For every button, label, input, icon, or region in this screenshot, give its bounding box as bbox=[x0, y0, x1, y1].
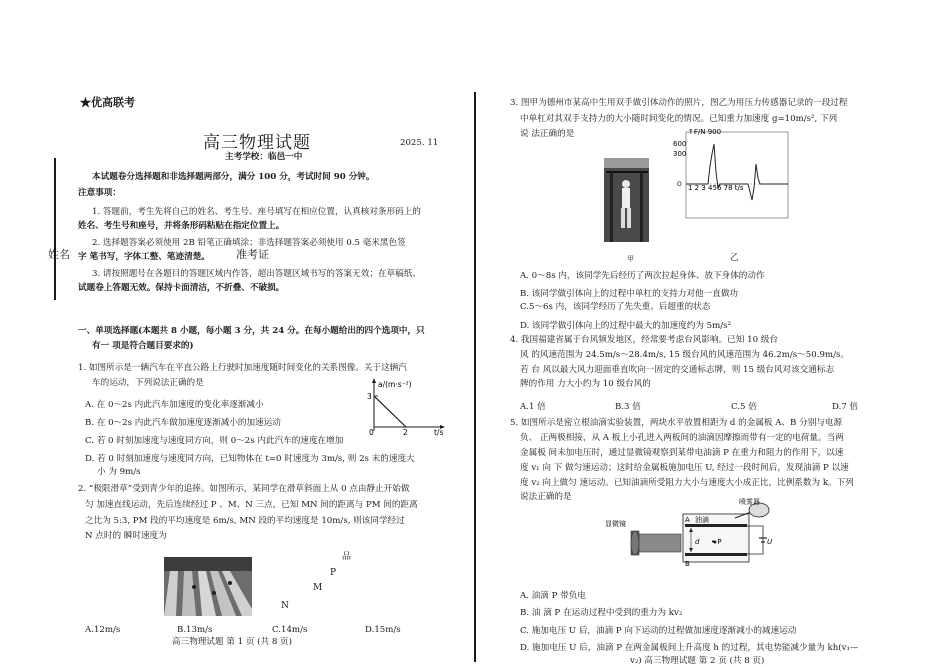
page-title: 高三物理试题 bbox=[203, 133, 311, 153]
q2-label-o: 品 bbox=[342, 552, 352, 562]
footer-page1: 高三物理试题 第 1 页 (共 8 页) bbox=[172, 637, 292, 647]
q3-graph-origin: O bbox=[677, 181, 682, 188]
q4-stem-line2: 风 的风速范围为 24.5m/s～28.4m/s, 15 级台风的风速范围为 46.2m/s～50.9m/s。 bbox=[520, 350, 849, 360]
q4-stem-line1: 4. 我国福建省属于台风频发地区，经常要考虑台风影响。已知 10 级台 bbox=[510, 335, 778, 345]
q5-option-d-line2: v₂) 高三物理试题 第 2 页 (共 8 页) bbox=[630, 656, 765, 666]
left-margin-bar bbox=[54, 158, 56, 300]
q5-fig-oil: 油滴 bbox=[695, 516, 709, 524]
q3-graph-xticks: 1 2 3 456 78 t/s bbox=[688, 184, 744, 192]
q3-label-yi: 乙 bbox=[730, 253, 739, 263]
q5-stem-line5: 度 v₂ 向上做匀 速运动。已知油滴所受阻力大小与速度大小成正比，比例系数为 k。下列 bbox=[520, 478, 854, 488]
q1-stem-line1: 1. 如图所示是一辆汽车在平直公路上行驶时加速度随时间变化的关系图像。关于这辆汽 bbox=[78, 363, 407, 373]
q5-option-c: C. 施加电压 U 后，油滴 P 向下运动的过程做加速度逐渐减小的减速运动 bbox=[520, 626, 797, 636]
q1-stem-line2: 车的运动，下列说法正确的是 bbox=[92, 378, 204, 388]
q1-acceleration-graph bbox=[362, 376, 448, 436]
q5-option-d-line1: D. 施加电压 U 后，油滴 P 在两金属板间上升高度 h 的过程，其电势能减少量为 kh(v₁— bbox=[520, 643, 859, 653]
q3-option-b: B. 该同学做引体向上的过程中单杠的支持力对他一直做功 bbox=[520, 289, 739, 299]
instruction-3-line1: 3. 请按照题号在各题目的答题区域内作答，超出答题区域书写的答案无效；在草稿纸、 bbox=[92, 269, 421, 279]
q4-option-b: B.3 倍 bbox=[615, 402, 641, 412]
instruction-1-line2: 姓名、考生号和座号，并将条形码粘贴在指定位置上。 bbox=[78, 221, 285, 231]
q1-graph-origin: 0 bbox=[369, 428, 374, 436]
q2-stem-line3: 之比为 5:3, PM 段的平均速度是 6m/s, MN 段的平均速度是 10m/s, 则该同学经过 bbox=[85, 516, 405, 526]
q1-graph-ylabel: a/(m·s⁻²) bbox=[378, 380, 412, 389]
q1-graph-y-tick: 3 bbox=[367, 392, 372, 401]
q2-option-d: D.15m/s bbox=[365, 625, 401, 635]
q5-stem-line1: 5. 如图所示是密立根油滴实验装置，两块水平放置相距为 d 的金属板 A、B 分别与电源 bbox=[510, 418, 843, 428]
q5-fig-sprayer: 喷雾器 bbox=[739, 498, 760, 506]
q5-option-b: B. 油 滴 P 在运动过程中受到的重力为 kv₂ bbox=[520, 608, 683, 618]
q3-graph-tick-600: 600 bbox=[673, 140, 687, 148]
q3-pullup-photo bbox=[604, 158, 649, 242]
q3-graph-ylabel: ↑F/N 900 bbox=[688, 128, 722, 136]
q5-stem-line3: 金属板 间未加电压时，通过显微镜观察到某带电油滴 P 在重力和阻力的作用下，以速 bbox=[520, 448, 844, 458]
q5-millikan-apparatus bbox=[605, 498, 780, 578]
q2-option-c: C.14m/s bbox=[272, 625, 308, 635]
q5-fig-microscope: 显微镜 bbox=[605, 520, 626, 528]
q5-option-a: A. 油滴 P 带负电 bbox=[520, 591, 586, 601]
instruction-2-line1: 2. 选择题答案必须使用 2B 铅笔正确填涂；非选择题答案必须使用 0.5 毫米黑色签 bbox=[92, 238, 406, 248]
instructions-heading: 注意事项： bbox=[78, 188, 121, 198]
q3-option-c: C.5～6s 内，该同学经历了先失重、后超重的状态 bbox=[520, 302, 711, 312]
q2-label-m: M bbox=[313, 583, 323, 593]
q4-option-c: C.5 倍 bbox=[731, 402, 757, 412]
q1-option-d-line2: 小 为 9m/s bbox=[97, 467, 141, 477]
q2-option-a: A.12m/s bbox=[85, 625, 121, 635]
q5-fig-d: d bbox=[695, 538, 700, 546]
q1-graph-xlabel: t/s bbox=[434, 428, 444, 436]
q2-stem-line2: 匀 加速直线运动，先后连续经过 P 、M、N 三点，已知 MN 间的距离与 PM 间的距离 bbox=[85, 500, 418, 510]
q5-fig-u: U bbox=[767, 538, 773, 546]
q5-stem-line6: 说法正确的是 bbox=[520, 492, 572, 502]
q4-option-d: D.7 倍 bbox=[832, 402, 859, 412]
exam-date: 2025. 11 bbox=[400, 138, 439, 148]
q5-stem-line2: 负、 正两极相接，从 A 板上小孔进入两板间的油滴因摩擦而带有一定的电荷量。当两 bbox=[520, 433, 844, 443]
q5-fig-plate-a: A bbox=[685, 516, 690, 524]
q2-stem-line1: 2. “极限滑草”受到青少年的追捧。如图所示，某同学在滑草斜面上从 0 点由静止开始做 bbox=[78, 484, 410, 494]
q2-stem-line4: N 点时的 瞬时速度为 bbox=[85, 531, 167, 541]
q3-force-graph bbox=[672, 126, 792, 226]
q1-option-d-line1: D. 若 0 时刻加速度与速度同方向，已知物体在 t=0 时速度为 3m/s, 则 2s 末的速度大 bbox=[85, 454, 415, 464]
q3-option-a: A. 0～8s 内，该同学先后经历了两次拉起身体、放下身体的动作 bbox=[520, 271, 765, 281]
q2-label-p: P bbox=[330, 568, 337, 578]
instruction-2-line2: 字 笔书写，字体工整、笔迹清楚。 bbox=[78, 252, 210, 262]
q3-stem-line1: 3. 图甲为德州市某高中生用双手做引体动作的照片，图乙为用压力传感器记录的一段过程 bbox=[510, 98, 848, 108]
instructions-intro: 本试题卷分选择题和非选择题两部分，满分 100 分，考试时间 90 分钟。 bbox=[92, 172, 375, 182]
side-id-label: 准考证 bbox=[236, 248, 269, 261]
column-divider bbox=[474, 92, 476, 662]
q3-stem-line2: 中单杠对其双手支持力的大小随时间变化的情况。已知重力加速度 g=10m/s², 下列 bbox=[520, 114, 838, 124]
q3-option-d: D. 该同学做引体向上的过程中最大的加速度约为 5m/s² bbox=[520, 321, 732, 331]
q5-fig-p: • P bbox=[711, 538, 722, 546]
section1-line1: 一、单项选择题(本题共 8 小题，每小题 3 分，共 24 分。在每小题给出的四个选项中，只 bbox=[78, 326, 425, 336]
q2-slope-photo bbox=[164, 557, 252, 616]
q4-stem-line4: 牌的作用 力大小约为 10 级台风的 bbox=[520, 379, 651, 389]
q1-option-c: C. 若 0 时刻加速度与速度同方向，则 0～2s 内此汽车的速度在增加 bbox=[85, 436, 344, 446]
instruction-3-line2: 试题卷上答题无效。保持卡面清洁，不折叠、不破损。 bbox=[78, 283, 285, 293]
q5-fig-plate-b: B bbox=[685, 560, 690, 568]
q3-graph-tick-300: 300 bbox=[673, 150, 687, 158]
q5-stem-line4: 度 v₁ 向 下 做匀速运动；这时给金属板施加电压 U, 经过一段时间后，发现油滴 P 以速 bbox=[520, 463, 849, 473]
q1-option-a: A. 在 0～2s 内此汽车加速度的变化率逐渐减小 bbox=[85, 400, 264, 410]
brand-label: ★优高联考 bbox=[80, 96, 135, 109]
q4-stem-line3: 若 台 风以最大风力迎面垂直吹向一固定的交通标志牌，则 15 级台风对该交通标志 bbox=[520, 365, 835, 375]
side-name-label: 姓名 bbox=[48, 248, 70, 261]
q2-label-n: N bbox=[281, 601, 289, 611]
instruction-1-line1: 1. 答题前，考生先将自己的姓名、考生号、座号填写在相应位置，认真核对条形码上的 bbox=[92, 207, 421, 217]
q3-label-jia: 甲 bbox=[627, 255, 634, 263]
q4-option-a: A.1 倍 bbox=[520, 402, 546, 412]
q1-option-b: B. 在 0～2s 内此汽车做加速度逐渐减小的加速运动 bbox=[85, 418, 281, 428]
q1-graph-x-tick: 2 bbox=[403, 428, 408, 436]
host-school: 主考学校：临邑一中 bbox=[225, 152, 303, 162]
q2-option-b: B.13m/s bbox=[177, 625, 213, 635]
section1-line2: 有一 项是符合题目要求的) bbox=[92, 341, 194, 351]
q3-stem-line3: 说 法正确的是 bbox=[520, 129, 575, 139]
